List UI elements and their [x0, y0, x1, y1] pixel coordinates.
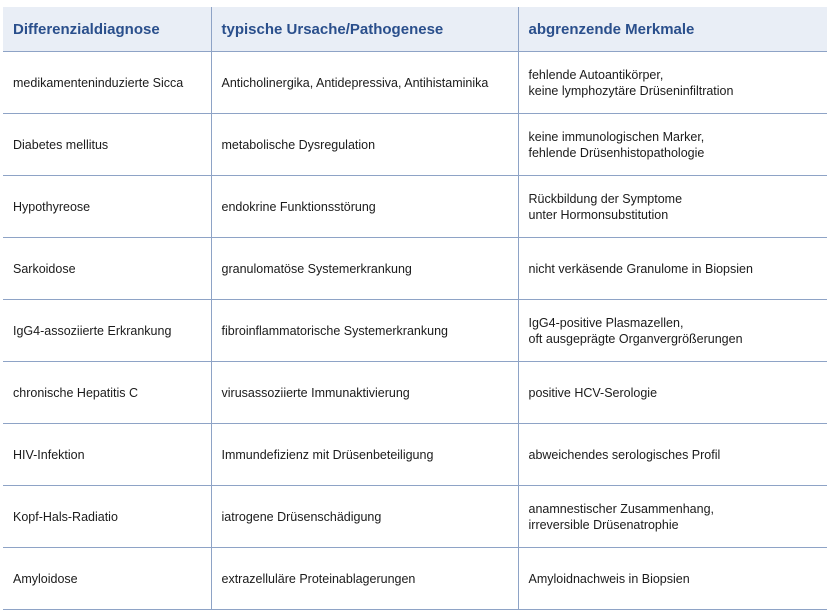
features-cell	[518, 548, 827, 610]
cause-cell: extrazelluläre Proteinablagerungen	[211, 548, 518, 610]
features-cell	[518, 238, 827, 300]
features-cell	[518, 114, 827, 176]
features-cell	[518, 300, 827, 362]
diagnosis-cell: chronische Hepatitis C	[3, 362, 211, 424]
cause-cell: iatrogene Drüsenschädigung	[211, 486, 518, 548]
table-header	[3, 7, 827, 52]
table-row	[3, 114, 827, 176]
cause-cell: endokrine Funktionsstörung	[211, 176, 518, 238]
features-cell	[518, 176, 827, 238]
features-line: fehlende Drüsenhistopathologie	[528, 145, 705, 160]
cause-cell: virusassoziierte Immunaktivierung	[211, 362, 518, 424]
features-line: keine lymphozytäre Drüseninfiltration	[528, 83, 734, 98]
diagnosis-cell: IgG4-assoziierte Erkrankung	[3, 300, 211, 362]
diagnosis-cell: Sarkoidose	[3, 238, 211, 300]
header-diagnosis: Differenzialdiagnose	[3, 7, 211, 52]
features-cell	[518, 362, 827, 424]
differential-diagnosis-table	[3, 7, 827, 610]
cause-cell: fibroinflammatorische Systemerkrankung	[211, 300, 518, 362]
table-row	[3, 238, 827, 300]
header-cause: typische Ursache/Pathogenese	[211, 7, 518, 52]
header-features: abgrenzende Merkmale	[518, 7, 827, 52]
cause-cell: metabolische Dysregulation	[211, 114, 518, 176]
diagnosis-cell: Kopf-Hals-Radiatio	[3, 486, 211, 548]
features-line: abweichendes serologisches Profil	[528, 447, 721, 462]
features-cell	[518, 424, 827, 486]
cause-cell: Immundefizienz mit Drüsenbeteiligung	[211, 424, 518, 486]
features-line: anamnestischer Zusammenhang,	[528, 501, 715, 516]
features-line: Amyloidnachweis in Biopsien	[528, 571, 690, 586]
features-cell	[518, 486, 827, 548]
features-line: positive HCV-Serologie	[528, 385, 658, 400]
cause-cell: granulomatöse Systemerkrankung	[211, 238, 518, 300]
table-body	[3, 52, 827, 610]
table-row	[3, 300, 827, 362]
features-line: irreversible Drüsenatrophie	[528, 517, 679, 532]
features-line: Rückbildung der Symptome	[528, 191, 683, 206]
features-cell	[518, 52, 827, 114]
table-row	[3, 176, 827, 238]
table-row	[3, 424, 827, 486]
diagnosis-cell: HIV-Infektion	[3, 424, 211, 486]
header-row	[3, 7, 827, 52]
features-line: keine immunologischen Marker,	[528, 129, 705, 144]
diagnosis-cell: Hypothyreose	[3, 176, 211, 238]
table-row	[3, 52, 827, 114]
features-line: fehlende Autoantikörper,	[528, 67, 664, 82]
features-line: unter Hormonsubstitution	[528, 207, 669, 222]
table-row	[3, 486, 827, 548]
features-line: IgG4-positive Plasmazellen,	[528, 315, 684, 330]
diagnosis-cell: Diabetes mellitus	[3, 114, 211, 176]
table-row	[3, 362, 827, 424]
features-line: nicht verkäsende Granulome in Biopsien	[528, 261, 753, 276]
diagnosis-cell: medikamenteninduzierte Sicca	[3, 52, 211, 114]
cause-cell: Anticholinergika, Antidepressiva, Antihistaminika	[211, 52, 518, 114]
diagnosis-cell: Amyloidose	[3, 548, 211, 610]
features-line: oft ausgeprägte Organvergrößerungen	[528, 331, 743, 346]
table-row	[3, 548, 827, 610]
